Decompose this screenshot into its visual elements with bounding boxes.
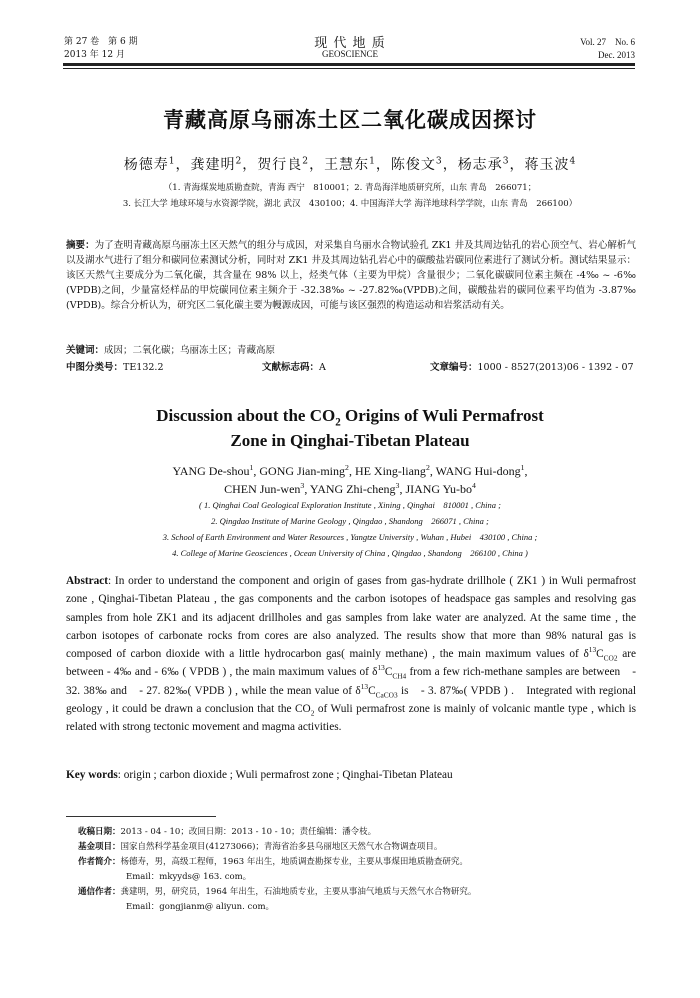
author-cn-mark: 3 [435, 156, 443, 167]
author-en-name: WANG Hui-dong [435, 464, 521, 478]
author-en-name: JIANG Yu-bo [405, 482, 472, 496]
footnote-received: 收稿日期：2013 - 04 - 10；改回日期：2013 - 10 - 10；责任编辑：潘令枝。 [78, 827, 377, 837]
affiliation-en-line: 4. College of Marine Geosciences , Ocean University of China , Qingdao , Shandong 266100 , China ) [172, 548, 528, 558]
footnote-author: 作者简介：杨德寿，男，高级工程师，1963 年出生，地质调查勘探专业，主要从事煤田地质勘查研究。 [78, 857, 468, 867]
author-cn-mark: 1 [369, 156, 376, 167]
footnote-funding: 基金项目：国家自然科学基金项目(41273066)；青海省治多县乌丽地区天然气水合物调查项目。 [78, 842, 443, 852]
clc-number [66, 360, 163, 375]
affiliations-cn [40, 180, 660, 212]
title-en-line1: Discussion about the $CO_2$ Origins of Wuli Permafrost [156, 406, 544, 429]
author-cn-name: 陈俊文 [390, 157, 436, 173]
affiliation-cn-line: （1. 青海煤炭地质勘查院，青海 西宁 810001；2. 青岛海洋地质研究所，山东 青岛 266071； [163, 183, 537, 193]
header-date-cn: 2013 年 12 月 [64, 50, 125, 60]
doc-value: A [319, 362, 326, 373]
journal-title-cn: 现 代 地 质 [314, 36, 386, 51]
abstract-cn-text: 为了查明青藏高原乌丽冻土区天然气的组分与成因，对采集自乌丽水合物试验孔 ZK1 井及其周边钻孔的岩心顶空气、岩心解析气以及湖水气进行了组分和碳同位素测试分析，同时对 ZK1 井及其周边钻孔岩心中的碳酸盐岩碳同位素进行了测试分析。测试结果显示：该区天然气主要成分为二氧化碳，其含量在 98% 以上，烃类气体（主要为甲烷）含量很少；二氧化碳碳同位素主频在 -4‰ ~ -6‰(VPDB)之间，少量富烃样品的甲烷碳同位素主频介于 -32.38‰ ~ -27.82‰(VPDB)之间，碳酸盐岩的碳同位素平均值为 -3.87‰(VPDB)。综合分析认为，研究区二氧化碳主要为幔源成因，可能与该区强烈的构造运动和岩浆活动有关。 [66, 240, 636, 311]
keywords-cn [66, 343, 636, 358]
author-cn-name: 杨志承 [457, 157, 503, 173]
abstract-cn [66, 238, 636, 313]
author-cn-name: 王慧东 [324, 157, 370, 173]
abstract-en: Abstract: In order to understand the component and origin of gases from gas-hydrate drillhole ( ZK1 ) in Wuli permafrost zone , Qinghai-Tibetan Plateau , the gas components and the carbon isotopes of headspace gas samples and resolving gas samples from hole ZK1 and its adjacent drillholes and gas samples from lake water are analyzed. At the same time , the carbon isotopes of carbonate rocks from cores are also analyzed. The results show that more than 98% natural gas is composed of carbon dioxide with a little hydrocarbon gas( mainly methane) , the main maximum values of $\delta^{13}C_{CO2}$ are between - 4‰ and - 6‰ ( VPDB ) , the main maximum values of $\delta^{13}C_{CH4}$ from a few rich-methane samples are between - 32. 38‰ and - 27. 82‰( VPDB ) , while the mean value of $\delta^{13}C_{CaCO3}$ is - 3. 87‰( VPDB ) . Integrated with regional geology , it could be drawn a conclusion that the $CO_2$ of Wuli permafrost zone is mainly of volcanic mantle type , which is related with strong tectonic movement and magma activities. [66, 575, 637, 734]
footnote-divider [66, 816, 216, 817]
keywords-cn-label: 关键词： [66, 345, 105, 356]
author-en-name: HE Xing-liang [354, 464, 426, 478]
header-date-en: Dec. 2013 [598, 50, 635, 60]
author-cn-name: 贺行良 [257, 157, 303, 173]
title-en-line2: Zone in Qinghai-Tibetan Plateau [230, 431, 470, 450]
keywords-en-label: Key words [66, 769, 118, 781]
authors-cn: 杨德寿$^1$，龚建明$^2$，贺行良$^2$，王慧东$^1$，陈俊文$^3$，杨志承$^3$，蒋玉波$^4$ [123, 156, 577, 173]
author-cn-name: 龚建明 [190, 157, 236, 173]
footnotes [78, 825, 638, 915]
title-en [0, 403, 700, 453]
article-label: 文章编号： [430, 362, 478, 373]
affiliations-en [40, 497, 660, 561]
author-en-mark: 3 [300, 481, 305, 490]
header-rule-thin [63, 68, 635, 69]
author-en-mark: 3 [395, 481, 400, 490]
author-en-mark: 4 [472, 481, 476, 490]
author-cn-mark: 3 [502, 156, 510, 167]
doc-code [262, 360, 326, 375]
author-en-mark: 1 [249, 463, 254, 472]
doc-label: 文献标志码： [262, 362, 320, 373]
header-volume-cn: 第 27 卷 第 6 期 [64, 37, 138, 47]
keywords-cn-text: 成因；二氧化碳；乌丽冻土区；青藏高原 [104, 345, 276, 356]
author-en-mark: 1 [520, 463, 525, 472]
footnote-corresponding-email: Email：gongjianm@ aliyun. com。 [126, 902, 274, 912]
author-cn-mark: 1 [168, 156, 176, 167]
affiliation-en-line: 2. Qingdao Institute of Marine Geology , Qingdao , Shandong 266071 , China ; [211, 516, 489, 526]
affiliation-en-line: ( 1. Qinghai Coal Geological Exploration Institute , Xining , Qinghai 810001 , China ; [199, 500, 501, 510]
journal-title-en: GEOSCIENCE [322, 49, 378, 59]
author-en-name: YANG Zhi-cheng [309, 482, 396, 496]
author-cn-name: 蒋玉波 [524, 157, 570, 173]
header-rule-thick [63, 63, 635, 66]
author-cn-mark: 4 [569, 156, 577, 167]
abstract-en-label: Abstract [66, 575, 109, 587]
authors-en [0, 462, 700, 498]
author-en-name: CHEN Jun-wen [224, 482, 301, 496]
author-en-name: YANG De-shou [172, 464, 250, 478]
author-en-mark: 2 [425, 463, 430, 472]
author-cn-mark: 2 [235, 156, 243, 167]
affiliation-en-line: 3. School of Earth Environment and Water Resources , Yangtze University , Wuhan , Hubei 430100 , China ; [162, 532, 538, 542]
author-en-name: GONG Jian-ming [259, 464, 346, 478]
author-en-mark: 2 [345, 463, 349, 472]
keywords-en-text: : origin ; carbon dioxide ; Wuli permafrost zone ; Qinghai-Tibetan Plateau [117, 769, 453, 781]
clc-value: TE132.2 [123, 362, 164, 373]
authors-en-line1: YANG De-shou$^1$, GONG Jian-ming$^2$, HE Xing-liang$^2$, WANG Hui-dong$^1$, [172, 463, 528, 478]
title-cn: 青藏高原乌丽冻土区二氧化碳成因探讨 [163, 108, 537, 132]
abstract-cn-label: 摘要： [66, 240, 95, 251]
article-value: 1000 - 8527(2013)06 - 1392 - 07 [477, 362, 634, 373]
header-volume-en: Vol. 27 No. 6 [580, 37, 635, 47]
author-cn-name: 杨德寿 [123, 157, 169, 173]
footnote-corresponding: 通信作者：龚建明，男，研究员，1964 年出生，石油地质专业，主要从事油气地质与天然气水合物研究。 [78, 887, 477, 897]
keywords-en [66, 766, 636, 784]
article-number [430, 360, 634, 375]
affiliation-cn-line: 3. 长江大学 地球环境与水资源学院，湖北 武汉 430100；4. 中国海洋大学 海洋地球科学学院，山东 青岛 266100） [122, 199, 578, 209]
author-cn-mark: 2 [302, 156, 310, 167]
footnote-author-email: Email：mkyyds@ 163. com。 [126, 872, 252, 882]
authors-en-line2: CHEN Jun-wen$^3$, YANG Zhi-cheng$^3$, JIANG $Yu-bo^4$ [224, 481, 476, 496]
clc-label: 中图分类号： [66, 362, 124, 373]
